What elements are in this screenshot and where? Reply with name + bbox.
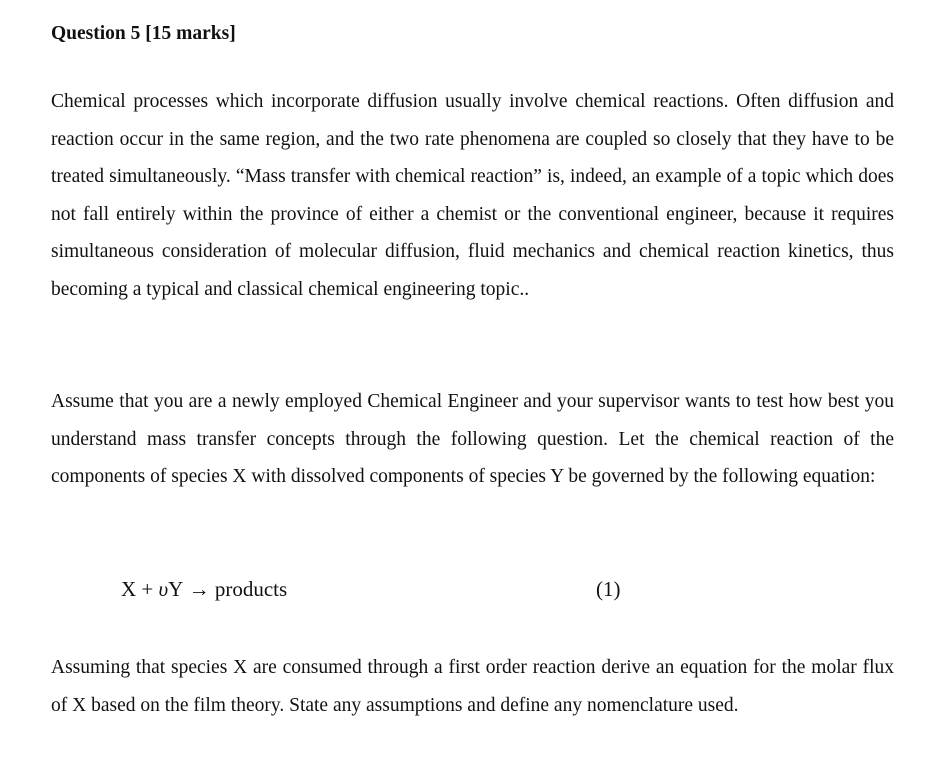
equation-products: products (214, 577, 288, 601)
paragraph-introduction: Chemical processes which incorporate diffusion usually involve chemical reactions. Often diffusion and reaction occur in the same region, and the two rate phenomena are coupled so closely that they have to be treated simultaneously. “Mass transfer with chemical reaction” is, indeed, an example of a topic which does not fall entirely within the province of either a chemist or the conventional engineer, because it requires simultaneous consideration of molecular diffusion, fluid mechanics and chemical reaction kinetics, thus becoming a typical and classical chemical engineering topic.. (51, 91, 894, 300)
paragraph-task: Assuming that species X are consumed through a first order reaction derive an equation for the molar flux of X based on the film theory. State any assumptions and define any nomenclature used. (51, 657, 894, 716)
question-heading: Question 5 [15 marks] (51, 23, 236, 44)
reaction-equation (121, 574, 287, 604)
equation-species-x: X (121, 577, 137, 601)
equation-number: (1) (596, 577, 621, 601)
equation-arrow: → (188, 577, 210, 601)
equation-species-y: Y (168, 577, 184, 601)
equation-stoichiometric-coefficient: υ (158, 577, 169, 601)
equation-plus-sign: + (141, 577, 154, 601)
paragraph-problem-setup: Assume that you are a newly employed Chemical Engineer and your supervisor wants to test how best you understand mass transfer concepts through the following question. Let the chemical reaction of the components of species X with dissolved components of species Y be governed by the following equation: (51, 391, 894, 487)
